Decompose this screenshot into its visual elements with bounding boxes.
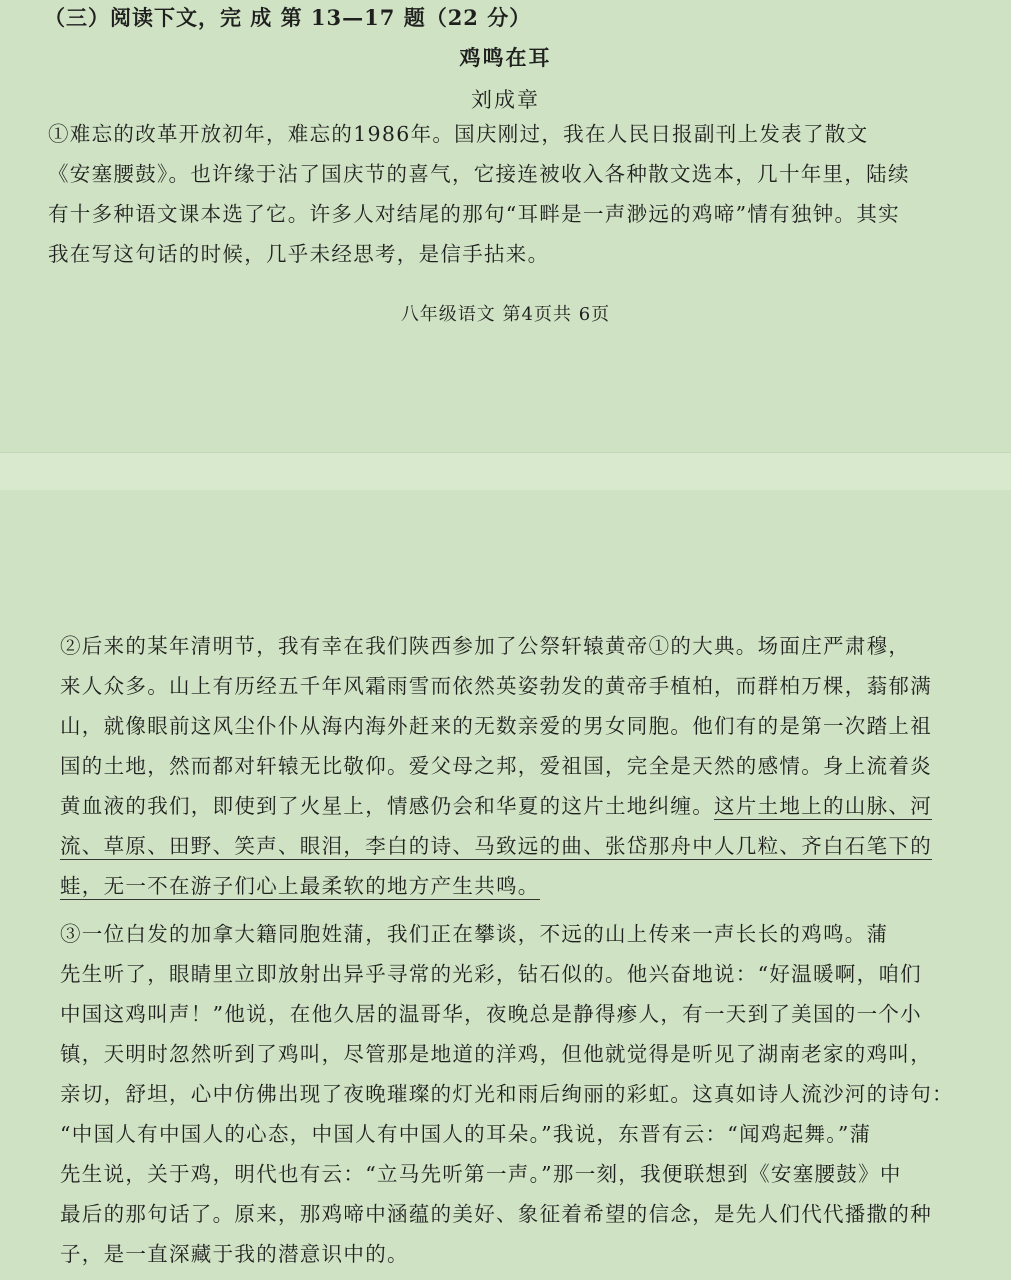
paragraph-line: “中国人有中国人的心态，中国人有中国人的耳朵。”我说，东晋有云：“闻鸡起舞。”蒲 [60,1122,872,1146]
paragraph-3 [60,914,960,1274]
paragraph-line: 国的土地，然而都对轩辕无比敬仰。爱父母之邦，爱祖国，完全是天然的感情。身上流着炎 [60,754,932,778]
paragraph-line: 先生听了，眼睛里立即放射出异乎寻常的光彩，钻石似的。他兴奋地说：“好温暖啊，咱们 [60,962,922,986]
section-heading: （三）阅读下文，完 成 第 13—17 题（22 分） [44,5,532,30]
paragraph-line: 亲切，舒坦，心中仿佛出现了夜晚璀璨的灯光和雨后绚丽的彩虹。这真如诗人流沙河的诗句： [60,1082,954,1106]
page-divider [0,452,1011,492]
paragraph-line: 山，就像眼前这风尘仆仆从海内海外赶来的无数亲爱的男女同胞。他们有的是第一次踏上祖 [60,714,932,738]
paragraph-line: ①难忘的改革开放初年，难忘的1986年。国庆刚过，我在人民日报副刊上发表了散文 [48,122,869,146]
page-footer: 八年级语文 第4页共 6页 [400,304,611,325]
paragraph-line: 子，是一直深藏于我的潜意识中的。 [60,1242,409,1266]
paragraph-line [60,866,960,906]
article-author: 刘成章 [471,88,540,112]
paragraph-1 [48,114,948,274]
paragraph-line: 有十多种语文课本选了它。许多人对结尾的那句“耳畔是一声渺远的鸡啼”情有独钟。其实 [48,202,900,226]
paragraph-line: 《安塞腰鼓》。也许缘于沾了国庆节的喜气，它接连被收入各种散文选本，几十年里，陆续 [48,162,910,186]
paragraph-line [60,826,960,866]
paragraph-line: ③一位白发的加拿大籍同胞姓蒲，我们正在攀谈，不远的山上传来一声长长的鸡鸣。蒲 [60,922,889,946]
paragraph-2 [60,626,960,906]
paragraph-line: 我在写这句话的时候，几乎未经思考，是信手拈来。 [48,242,550,266]
paragraph-line: 镇，天明时忽然听到了鸡叫，尽管那是地道的洋鸡，但他就觉得是听见了湖南老家的鸡叫， [60,1042,932,1066]
paragraph-line: ②后来的某年清明节，我有幸在我们陕西参加了公祭轩辕黄帝①的大典。场面庄严肃穆， [60,634,911,658]
paragraph-line: 来人众多。山上有历经五千年风霜雨雪而依然英姿勃发的黄帝手植柏，而群柏万棵，蓊郁满 [60,674,932,698]
underlined-text: 这片土地上的山脉、河 [714,794,932,818]
article-title: 鸡鸣在耳 [459,45,552,70]
paragraph-line: 先生说，关于鸡，明代也有云：“立马先听第一声。”那一刻，我便联想到《安塞腰鼓》中 [60,1162,902,1186]
page-top [0,0,1011,452]
underlined-text: 流、草原、田野、笑声、眼泪，李白的诗、马致远的曲、张岱那舟中人几粒、齐白石笔下的 [60,834,932,858]
paragraph-line [60,786,960,826]
plain-text: 黄血液的我们，即使到了火星上，情感仍会和华夏的这片土地纠缠。 [60,794,714,818]
underlined-text: 蛙，无一不在游子们心上最柔软的地方产生共鸣。 [60,874,540,898]
paragraph-line: 中国这鸡叫声！”他说，在他久居的温哥华，夜晚总是静得瘆人，有一天到了美国的一个小 [60,1002,922,1026]
paragraph-line: 最后的那句话了。原来，那鸡啼中涵蕴的美好、象征着希望的信念，是先人们代代播撒的种 [60,1202,932,1226]
